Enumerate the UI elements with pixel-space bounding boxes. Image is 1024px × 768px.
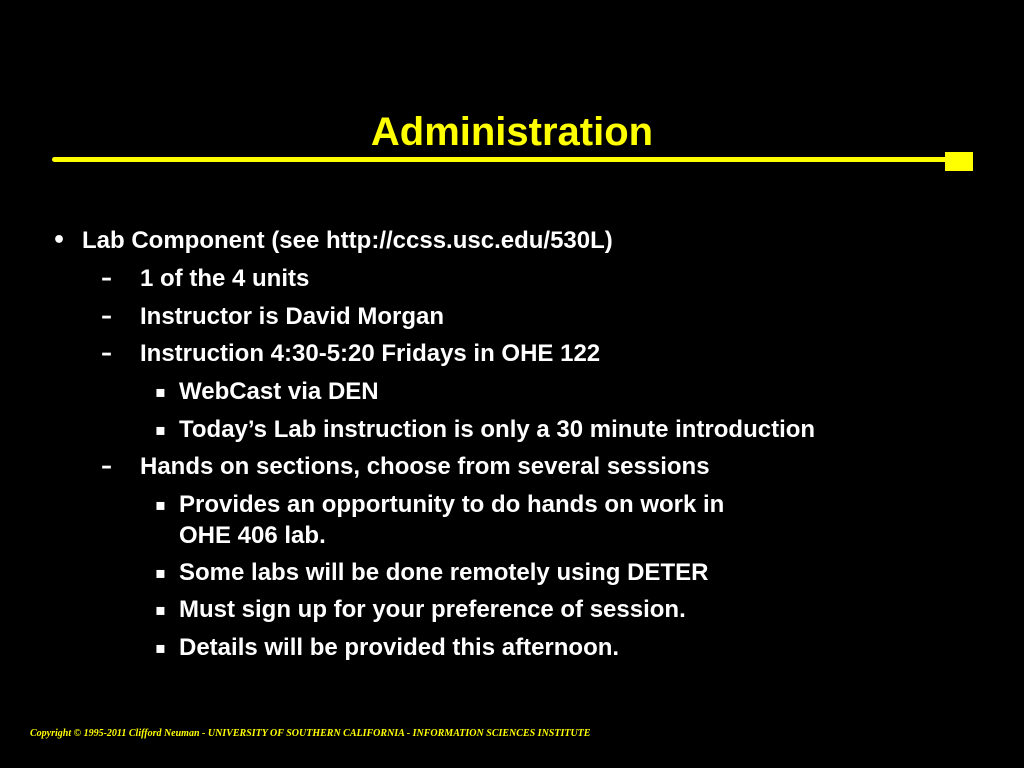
sub-item: 1 of the 4 units xyxy=(140,265,310,292)
sub-sub-item: Details will be provided this afternoon. xyxy=(179,634,620,661)
sub-sub-item-continuation: OHE 406 lab. xyxy=(179,522,326,549)
sub-item: Hands on sections, choose from several sessions xyxy=(140,453,710,480)
slide-title: Administration xyxy=(370,110,654,154)
dash-marker: – xyxy=(101,341,112,366)
copyright-footer: Copyright © 1995-2011 Clifford Neuman - UNIVERSITY OF SOUTHERN CALIFORNIA - INFORMATION SCIENCES INSTITUTE xyxy=(30,728,591,739)
sub-item: Instructor is David Morgan xyxy=(140,303,445,330)
square-marker: ▪ xyxy=(155,495,166,514)
dash-marker: – xyxy=(101,266,112,291)
sub-sub-item: Some labs will be done remotely using DETER xyxy=(179,559,709,586)
sub-item: Instruction 4:30-5:20 Fridays in OHE 122 xyxy=(140,340,601,367)
square-marker: ▪ xyxy=(155,420,166,439)
sub-sub-item: WebCast via DEN xyxy=(179,378,379,405)
bullet-item: Lab Component (see http://ccss.usc.edu/530L) xyxy=(82,227,613,254)
square-marker: ▪ xyxy=(155,638,166,657)
bullet-marker: • xyxy=(52,228,67,253)
sub-sub-item: Must sign up for your preference of session. xyxy=(179,596,686,623)
dash-marker: – xyxy=(101,304,112,329)
square-marker: ▪ xyxy=(155,382,166,401)
sub-sub-item: Today’s Lab instruction is only a 30 minute introduction xyxy=(179,416,816,443)
square-marker: ▪ xyxy=(155,563,166,582)
sub-sub-item: Provides an opportunity to do hands on work in xyxy=(179,491,725,518)
square-marker: ▪ xyxy=(155,600,166,619)
dash-marker: – xyxy=(101,454,112,479)
